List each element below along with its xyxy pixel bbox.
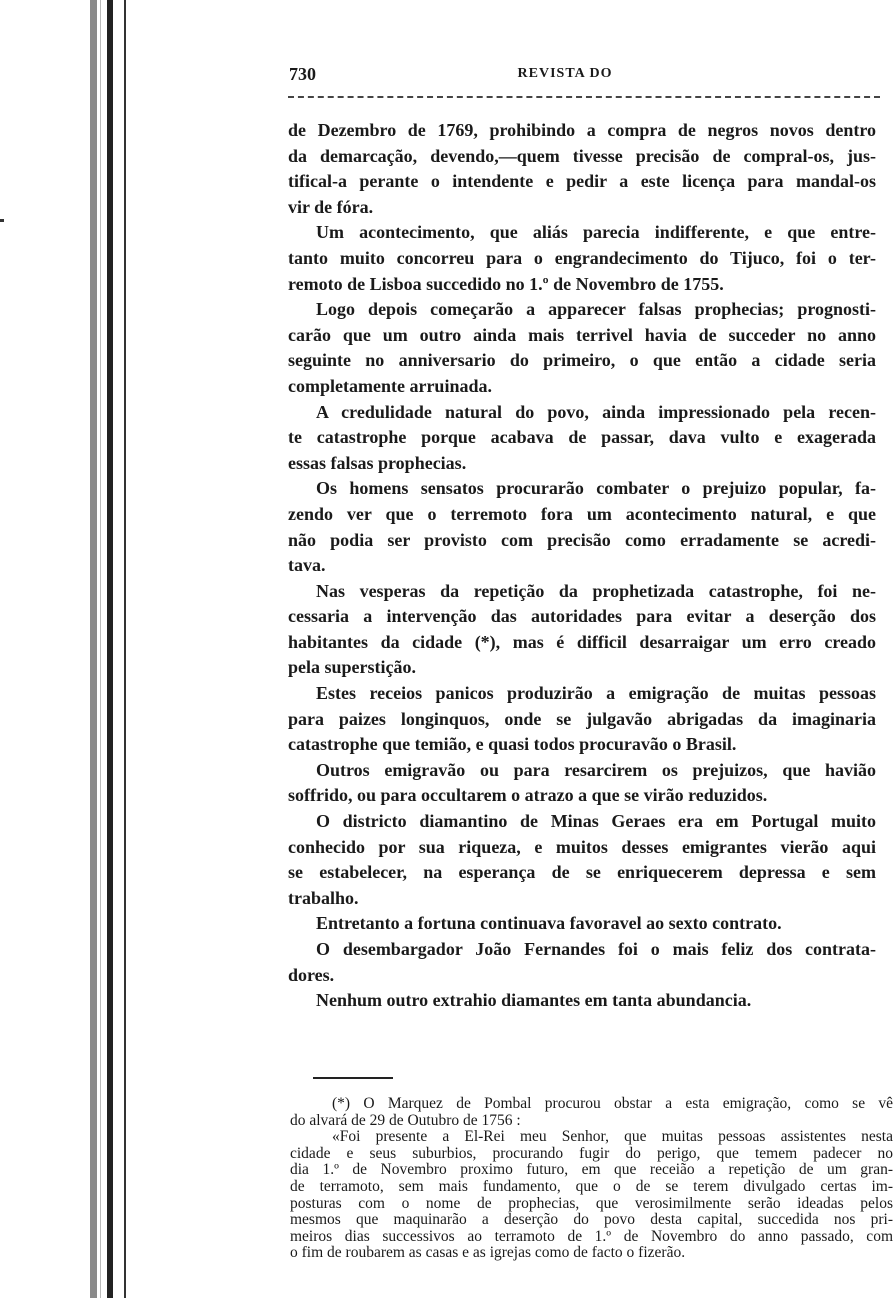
paragraph — [288, 809, 876, 911]
text-line: cessaria a intervenção das autoridades para evitar a deserção dos — [288, 606, 876, 627]
scan-speck — [0, 219, 4, 222]
text-line: tifical-a perante o intendente e pedir a este licença para mandal-os — [288, 171, 876, 192]
header-rule — [288, 96, 880, 98]
text-line: tava. — [288, 555, 326, 576]
text-line: habitantes da cidade (*), mas é difficil desarraigar um erro creado — [288, 631, 876, 652]
text-line: A credulidade natural do povo, ainda impressionado pela recen- — [316, 401, 876, 422]
text-line: se estabelecer, na esperança de se enriquecerem depressa e sem — [288, 862, 876, 883]
footnote-line: do alvará de 29 de Outubro de 1756 : — [290, 1111, 521, 1129]
text-line: não podia ser provisto com precisão como erradamente se acredi- — [288, 529, 876, 550]
footnote-line: cidade e seus suburbios, procurando fugir do perigo, que temem padecer no — [290, 1144, 893, 1162]
paragraph — [288, 476, 876, 578]
text-line: Nas vesperas da repetição da prophetizada catastrophe, foi ne- — [316, 580, 876, 601]
paragraph — [288, 297, 876, 399]
text-line: essas falsas prophecias. — [288, 452, 467, 473]
page-number: 730 — [289, 64, 316, 84]
paragraph — [288, 681, 876, 758]
text-line: pela superstição. — [288, 657, 416, 678]
footnote-line: de terramoto, sem mais fundamento, que o de se terem divulgado certas im- — [290, 1177, 893, 1195]
paragraph — [288, 937, 876, 988]
footnote-line: posturas com o nome de prophecias, que verosimilmente serão ideadas pelos — [290, 1194, 893, 1212]
footnote-rule — [313, 1077, 393, 1079]
text-line: Outros emigravão ou para resarcirem os prejuizos, que havião — [316, 759, 876, 780]
text-line: dores. — [288, 964, 335, 985]
paragraph — [288, 758, 876, 809]
book-binding-edge — [100, 0, 101, 1298]
text-line: Os homens sensatos procurarão combater o prejuizo popular, fa- — [316, 478, 876, 499]
body-text — [288, 118, 876, 1014]
text-line: O districto diamantino de Minas Geraes era em Portugal muito — [316, 811, 876, 832]
text-line: catastrophe que temião, e quasi todos procuravão o Brasil. — [288, 734, 737, 755]
paragraph — [288, 118, 876, 220]
book-binding-edge — [124, 0, 126, 1298]
text-line: Nenhum outro extrahio diamantes em tanta abundancia. — [316, 990, 752, 1011]
text-line: te catastrophe porque acabava de passar, dava vulto e exagerada — [288, 427, 876, 448]
text-line: remoto de Lisboa succedido no 1.º de Novembro de 1755. — [288, 273, 724, 294]
paragraph — [288, 988, 876, 1014]
text-line: zendo ver que o terremoto fora um acontecimento natural, e que — [288, 503, 876, 524]
book-binding-edge — [90, 0, 97, 1298]
footnote-line: dia 1.º de Novembro proximo futuro, em que receião a repetição de um gran- — [290, 1161, 893, 1179]
text-line: seguinte no anniversario do primeiro, o que então a cidade seria — [288, 350, 876, 371]
text-line: carão que um outro ainda mais terrivel havia de succeder no anno — [288, 324, 876, 345]
text-line: de Dezembro de 1769, prohibindo a compra de negros novos dentro — [288, 120, 876, 140]
paragraph — [288, 579, 876, 681]
footnote-line: o fim de roubarem as casas e as igrejas como de facto o fizerão. — [290, 1244, 686, 1262]
text-line: da demarcação, devendo,—quem tivesse precisão de compral-os, jus- — [288, 145, 876, 166]
running-title: REVISTA DO — [517, 66, 613, 81]
paragraph — [288, 220, 876, 297]
footnote-line: «Foi presente a El-Rei meu Senhor, que muitas pessoas assistentes nesta — [332, 1128, 893, 1146]
footnote-line: mesmos que maquinarão a deserção do povo desta capital, succedida nos pri- — [290, 1211, 893, 1229]
book-binding-edge — [107, 0, 113, 1298]
text-line: tanto muito concorreu para o engrandecimento do Tijuco, foi o ter- — [288, 247, 876, 268]
text-line: Estes receios panicos produzirão a emigração de muitas pessoas — [316, 683, 876, 704]
footnote-line: (*) O Marquez de Pombal procurou obstar a esta emigração, como se vê — [332, 1095, 893, 1112]
text-line: conhecido por sua riqueza, e muitos desses emigrantes vierão aqui — [288, 836, 876, 857]
paragraph — [288, 400, 876, 477]
text-line: vir de fóra. — [288, 196, 374, 217]
footnote-line: meiros dias successivos ao terramoto de 1.º de Novembro do anno passado, com — [290, 1227, 893, 1245]
text-line: trabalho. — [288, 887, 359, 908]
text-line: para paizes longinquos, onde se julgavão abrigadas da imaginaria — [288, 708, 876, 729]
text-line: completamente arruinada. — [288, 375, 492, 396]
text-line: Um acontecimento, que aliás parecia indifferente, e que entre- — [316, 222, 876, 243]
text-line: Entretanto a fortuna continuava favoravel ao sexto contrato. — [316, 913, 782, 934]
footnote — [290, 1096, 893, 1262]
text-line: soffrido, ou para occultarem o atrazo a que se virão reduzidos. — [288, 785, 768, 806]
paragraph — [288, 911, 876, 937]
text-line: O desembargador João Fernandes foi o mais feliz dos contrata- — [316, 939, 876, 959]
text-line: Logo depois começarão a apparecer falsas prophecias; prognosti- — [316, 299, 876, 320]
